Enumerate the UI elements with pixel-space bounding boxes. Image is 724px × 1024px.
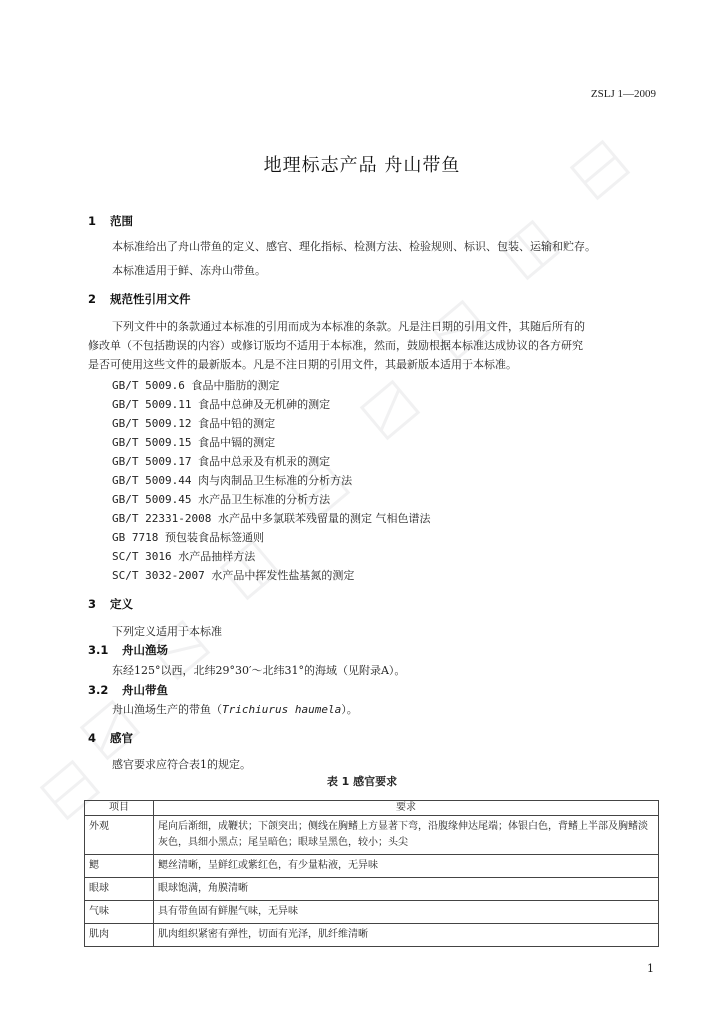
reference-item [112,377,279,393]
page-number: 1 [647,962,654,975]
table-body [85,816,659,947]
reference-code: GB 7718 [112,531,159,544]
reference-name: 水产品卫生标准的分析方法 [198,493,331,506]
table-cell-item: 鳃 [85,855,154,878]
definition-3-2-text-pre: 舟山渔场生产的带鱼（ [112,703,222,716]
reference-code: GB/T 5009.17 [112,455,192,468]
table-1-caption: 表 1 感官要求 [326,775,398,788]
scientific-name: Trichiurus haumela [222,703,342,716]
section-4-title: 感官 [110,731,134,745]
section-2-heading [88,291,191,307]
reference-name: 食品中铅的测定 [198,417,276,430]
table-cell-item: 气味 [85,901,154,924]
reference-code: GB/T 5009.15 [112,436,192,449]
section-1-number: 1 [88,214,97,228]
reference-name: 食品中总汞及有机汞的测定 [198,455,331,468]
reference-name: 水产品中挥发性盐基氮的测定 [211,569,355,582]
section-2-intro-line-2: 修改单（不包括勘误的内容）或修订版均不适用于本标准，然而，鼓励根据本标准达成协议的各方研究 [88,339,583,352]
reference-item [112,396,330,412]
reference-item [112,434,275,450]
reference-name: 水产品中多氯联苯残留量的测定 气相色谱法 [217,512,431,525]
section-2-number: 2 [88,292,97,306]
definition-3-2-text [112,700,658,719]
table-header-requirement: 要求 [154,801,659,816]
table-cell-requirement: 肌肉组织紧密有弹性，切面有光泽，肌纤维清晰 [154,924,659,947]
section-3-intro: 下列定义适用于本标准 [112,625,222,638]
table-cell-requirement: 鳃丝清晰，呈鲜红或紫红色，有少量粘液，无异味 [154,855,659,878]
table-cell-item: 外观 [85,816,154,855]
reference-item [112,491,330,507]
table-header-item: 项目 [85,801,154,816]
table-row [85,924,659,947]
section-2-title: 规范性引用文件 [110,292,191,306]
sensory-requirements-table [84,800,659,947]
document-code: ZSLJ 1—2009 [590,88,656,100]
reference-item [112,453,330,469]
section-4-number: 4 [88,731,97,745]
reference-name: 食品中镉的测定 [198,436,276,449]
reference-item [112,510,430,526]
table-header-row [85,801,659,816]
section-4-intro: 感官要求应符合表1的规定。 [112,758,251,771]
section-2-intro-line-3: 是否可使用这些文件的最新版本。凡是不注日期的引用文件，其最新版本适用于本标准。 [88,358,517,371]
definition-3-2-title: 舟山带鱼 [122,683,169,697]
reference-code: GB/T 22331-2008 [112,512,212,525]
section-4-heading [88,730,133,746]
document-title: 地理标志产品 舟山带鱼 [263,155,461,176]
table-row [85,901,659,924]
section-3-number: 3 [88,597,97,611]
definition-3-2-heading [88,682,168,698]
reference-item [112,548,255,564]
reference-code: GB/T 5009.6 [112,379,185,392]
table-cell-requirement: 具有带鱼固有鲜腥气味，无异味 [154,901,659,924]
reference-name: 食品中总砷及无机砷的测定 [198,398,331,411]
reference-code: SC/T 3016 [112,550,172,563]
reference-item [112,567,354,583]
definition-3-1-text: 东经125°以西，北纬29°30′～北纬31°的海域（见附录A）。 [112,664,406,677]
reference-item [112,472,352,488]
section-1-heading [88,213,133,229]
table-row [85,878,659,901]
reference-code: GB/T 5009.12 [112,417,192,430]
definition-3-2-number: 3.2 [88,683,109,697]
table-cell-requirement: 尾向后渐细，成鞭状；下颌突出；侧线在胸鳍上方显著下弯，沿腹缘伸达尾端；体银白色，背鳍上半部及胸鳍淡灰色，具细小黑点；尾呈暗色；眼球呈黑色，较小；头尖 [154,816,659,855]
reference-name: 水产品抽样方法 [178,550,256,563]
table-cell-item: 眼球 [85,878,154,901]
reference-name: 食品中脂肪的测定 [191,379,280,392]
definition-3-1-number: 3.1 [88,643,109,657]
table-cell-requirement: 眼球饱满，角膜清晰 [154,878,659,901]
table-row [85,855,659,878]
section-1-paragraph-2: 本标准适用于鲜、冻舟山带鱼。 [112,264,266,277]
reference-code: GB/T 5009.11 [112,398,192,411]
definition-3-2-text-post: ）。 [341,703,358,716]
section-1-title: 范围 [110,214,134,228]
reference-item [112,529,264,545]
definition-3-1-heading [88,642,168,658]
reference-name: 预包装食品标签通则 [164,531,264,544]
table-cell-item: 肌肉 [85,924,154,947]
section-3-title: 定义 [110,597,134,611]
reference-name: 肉与肉制品卫生标准的分析方法 [198,474,353,487]
section-2-intro-line-1: 下列文件中的条款通过本标准的引用而成为本标准的条款。凡是注日期的引用文件，其随后所有的 [112,320,585,333]
section-1-paragraph-1: 本标准给出了舟山带鱼的定义、感官、理化指标、检测方法、检验规则、标识、包装、运输和贮存。 [112,240,596,253]
reference-code: GB/T 5009.45 [112,493,192,506]
reference-code: GB/T 5009.44 [112,474,192,487]
table-row [85,816,659,855]
section-3-heading [88,596,133,612]
reference-code: SC/T 3032-2007 [112,569,205,582]
definition-3-1-title: 舟山渔场 [122,643,169,657]
reference-item [112,415,275,431]
